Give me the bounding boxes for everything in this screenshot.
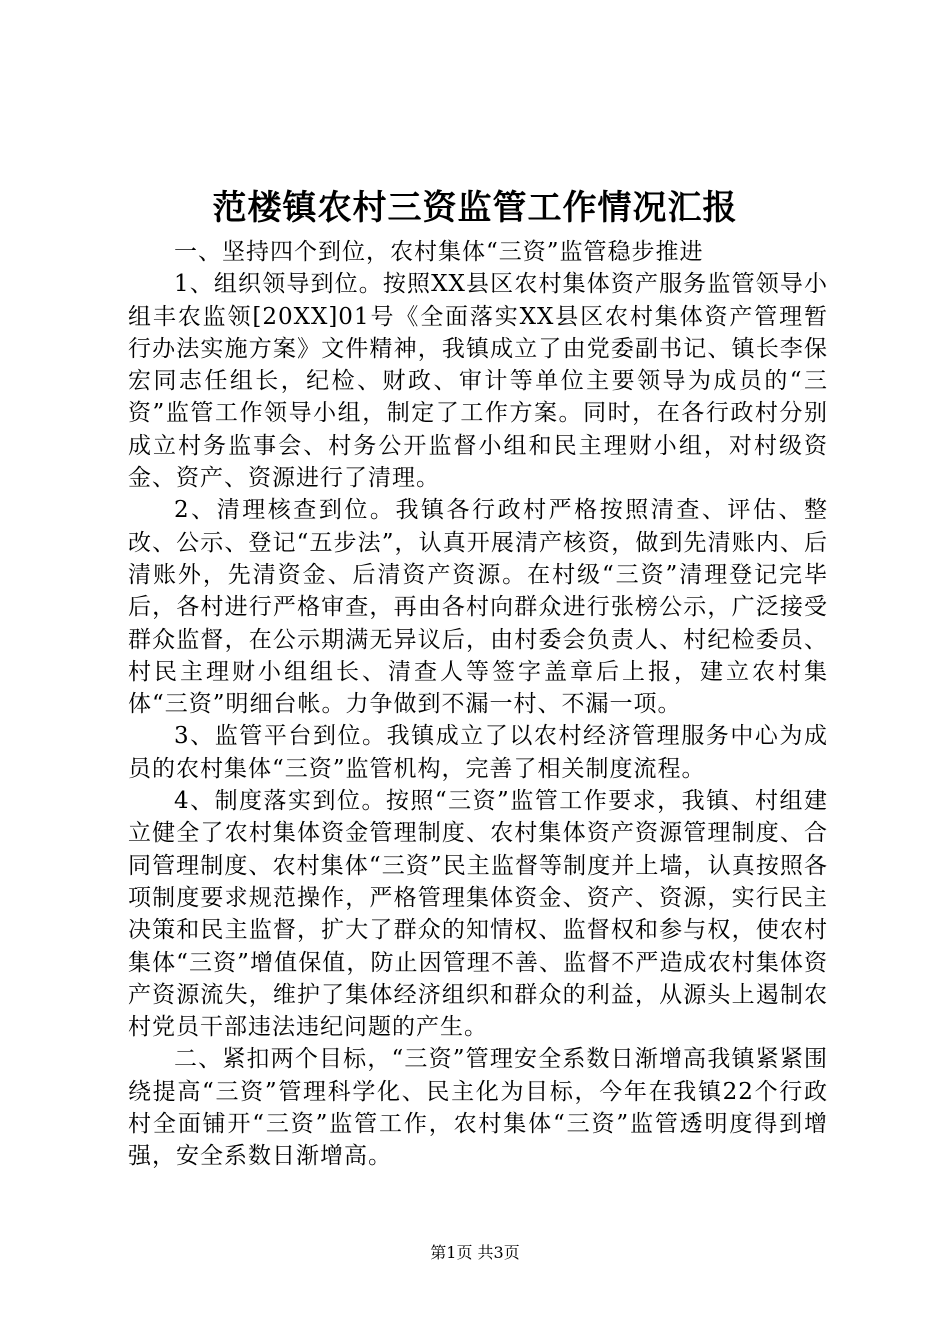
section-heading-2: 二、紧扣两个目标，“三资”管理安全系数日渐增高我镇紧紧围绕提高“三资”管理科学化、民主化为目标，今年在我镇22个行政村全面铺开“三资”监管工作，农村集体“三资”监管透明度得到增强，安全系数日渐增高。 — [128, 1046, 828, 1170]
document-body — [128, 236, 828, 1173]
paragraph-inspection: 2、清理核查到位。我镇各行政村严格按照清查、评估、整改、公示、登记“五步法”，认真开展清产核资，做到先清账内、后清账外，先清资金、后清资产资源。在村级“三资”清理登记完毕后，各村进行严格审查，再由各村向群众进行张榜公示，广泛接受群众监督，在公示期满无异议后，由村委会负责人、村纪检委员、村民主理财小组组长、清查人等签字盖章后上报，建立农村集体“三资”明细台帐。力争做到不漏一村、不漏一项。 — [128, 497, 828, 718]
section-heading-1: 一、坚持四个到位，农村集体“三资”监管稳步推进 — [174, 239, 704, 265]
paragraph-platform: 3、监管平台到位。我镇成立了以农村经济管理服务中心为成员的农村集体“三资”监管机构，完善了相关制度流程。 — [128, 723, 828, 782]
paragraph-system: 4、制度落实到位。按照“三资”监管工作要求，我镇、村组建立健全了农村集体资金管理制度、农村集体资产资源管理制度、合同管理制度、农村集体“三资”民主监督等制度并上墙，认真按照各项制度要求规范操作，严格管理集体资金、资产、资源，实行民主决策和民主监督，扩大了群众的知情权、监督权和参与权，使农村集体“三资”增值保值，防止因管理不善、监督不严造成农村集体资产资源流失，维护了集体经济组织和群众的利益，从源头上遏制农村党员干部违法违纪问题的产生。 — [128, 788, 828, 1041]
paragraph-organization: 1、组织领导到位。按照XX县区农村集体资产服务监管领导小组丰农监领[20XX]01号《全面落实XX县区农村集体资产管理暂行办法实施方案》文件精神，我镇成立了由党委副书记、镇长李保宏同志任组长，纪检、财政、审计等单位主要领导为成员的“三资”监管工作领导小组，制定了工作方案。同时，在各行政村分别成立村务监事会、村务公开监督小组和民主理财小组，对村级资金、资产、资源进行了清理。 — [128, 271, 828, 492]
page-footer: 第1页 共3页 — [430, 1243, 520, 1262]
document-title: 范楼镇农村三资监管工作情况汇报 — [212, 188, 738, 228]
